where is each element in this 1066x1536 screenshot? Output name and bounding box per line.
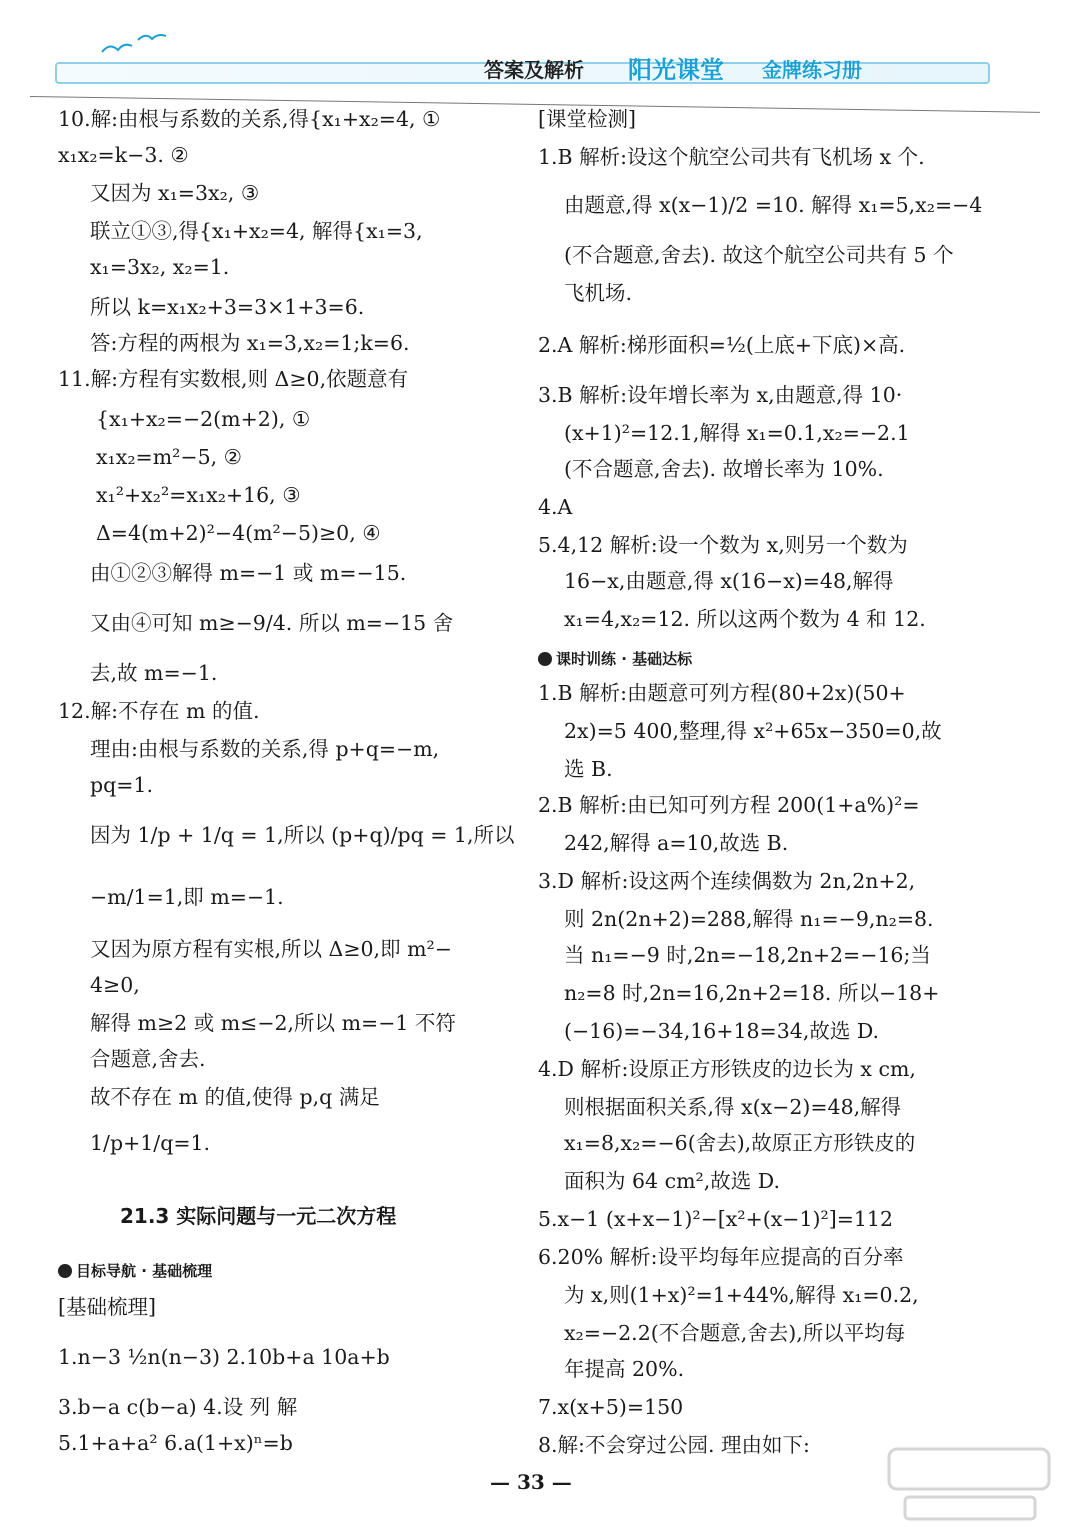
bullet-icon xyxy=(538,652,552,666)
text-line: 1.n−3 ½n(n−3) 2.10b+a 10a+b xyxy=(58,1345,390,1369)
subsection-title: 课时训练 · 基础达标 xyxy=(538,648,692,669)
text-line: 合题意,舍去. xyxy=(90,1047,206,1071)
text-line: 4.D 解析:设原正方形铁皮的边长为 x cm, xyxy=(538,1057,916,1081)
text-line: 7.x(x+5)=150 xyxy=(538,1395,684,1419)
header-book-title: 金牌练习册 xyxy=(762,58,862,82)
text-line: 2.B 解析:由已知可列方程 200(1+a%)²= xyxy=(538,793,920,817)
text-line: x₁=8,x₂=−6(舍去),故原正方形铁皮的 xyxy=(564,1131,916,1155)
section-title: 21.3 实际问题与一元二次方程 xyxy=(120,1204,397,1228)
text-line: 1/p+1/q=1. xyxy=(90,1131,211,1155)
birds-icon xyxy=(100,30,170,60)
text-line: n₂=8 时,2n=16,2n+2=18. 所以−18+ xyxy=(564,981,940,1005)
text-line: 答:方程的两根为 x₁=3,x₂=1;k=6. xyxy=(90,331,410,355)
text-line: 则 2n(2n+2)=288,解得 n₁=−9,n₂=8. xyxy=(564,907,934,931)
text-line: 1.B 解析:由题意可列方程(80+2x)(50+ xyxy=(538,681,906,705)
text-line: 12.解:不存在 m 的值. xyxy=(58,699,260,723)
text-line: 由题意,得 x(x−1)/2 =10. 解得 x₁=5,x₂=−4 xyxy=(564,193,983,217)
text-line: 2.A 解析:梯形面积=½(上底+下底)×高. xyxy=(538,333,906,357)
text-line: x₂=−2.2(不合题意,舍去),所以平均每 xyxy=(564,1321,906,1345)
page-header xyxy=(0,0,1066,100)
text-line: 为 x,则(1+x)²=1+44%,解得 x₁=0.2, xyxy=(564,1283,919,1307)
text-line: x₁=3x₂, x₂=1. xyxy=(90,255,230,279)
text-line: 2x)=5 400,整理,得 x²+65x−350=0,故 xyxy=(564,719,942,743)
text-line: 3.b−a c(b−a) 4.设 列 解 xyxy=(58,1395,298,1419)
page-number: — 33 — xyxy=(490,1470,572,1494)
text-line: x₁=4,x₂=12. 所以这两个数为 4 和 12. xyxy=(564,607,926,631)
text-line: 又因为原方程有实根,所以 Δ≥0,即 m²− xyxy=(90,937,452,961)
text-line: 242,解得 a=10,故选 B. xyxy=(564,831,789,855)
text-line: 故不存在 m 的值,使得 p,q 满足 xyxy=(90,1085,380,1109)
text-line: (x+1)²=12.1,解得 x₁=0.1,x₂=−2.1 xyxy=(564,421,910,445)
watermark-logo-icon xyxy=(885,1445,1055,1525)
text-line: x₁²+x₂²=x₁x₂+16, ③ xyxy=(96,483,301,507)
text-line: 3.B 解析:设年增长率为 x,由题意,得 10· xyxy=(538,383,903,407)
text-line: 则根据面积关系,得 x(x−2)=48,解得 xyxy=(564,1095,902,1119)
text-line: 去,故 m=−1. xyxy=(90,661,218,685)
text-line: 8.解:不会穿过公园. 理由如下: xyxy=(538,1433,810,1457)
text-line: x₁x₂=k−3. ② xyxy=(58,143,189,167)
text-line: x₁x₂=m²−5, ② xyxy=(96,445,243,469)
text-line: 11.解:方程有实数根,则 Δ≥0,依题意有 xyxy=(58,367,409,391)
header-brand: 阳光课堂 xyxy=(628,55,724,84)
text-line: 3.D 解析:设这两个连续偶数为 2n,2n+2, xyxy=(538,869,916,893)
text-line: 5.x−1 (x+x−1)²−[x²+(x−1)²]=112 xyxy=(538,1207,894,1231)
bracket-heading: [基础梳理] xyxy=(58,1295,156,1319)
text-line: 10.解:由根与系数的关系,得{x₁+x₂=4, ① xyxy=(58,107,441,131)
text-line: 因为 1/p + 1/q = 1,所以 (p+q)/pq = 1,所以 xyxy=(90,823,515,847)
text-line: 理由:由根与系数的关系,得 p+q=−m, xyxy=(90,737,440,761)
text-line: 1.B 解析:设这个航空公司共有飞机场 x 个. xyxy=(538,145,925,169)
text-line: (不合题意,舍去). 故这个航空公司共有 5 个 xyxy=(564,243,954,267)
text-line: 面积为 64 cm²,故选 D. xyxy=(564,1169,781,1193)
text-line: Δ=4(m+2)²−4(m²−5)≥0, ④ xyxy=(96,521,381,545)
bullet-icon xyxy=(58,1264,72,1278)
text-line: 所以 k=x₁x₂+3=3×1+3=6. xyxy=(90,295,365,319)
text-line: 又因为 x₁=3x₂, ③ xyxy=(90,181,260,205)
text-line: pq=1. xyxy=(90,773,153,797)
text-line: 16−x,由题意,得 x(16−x)=48,解得 xyxy=(564,569,894,593)
text-line: 当 n₁=−9 时,2n=−18,2n+2=−16;当 xyxy=(564,943,931,967)
text-line: 5.1+a+a² 6.a(1+x)ⁿ=b xyxy=(58,1431,293,1455)
text-line: {x₁+x₂=−2(m+2), ① xyxy=(96,407,311,431)
text-line: 4.A xyxy=(538,495,573,519)
text-line: 飞机场. xyxy=(564,281,633,305)
text-line: 年提高 20%. xyxy=(564,1357,685,1381)
text-line: −m/1=1,即 m=−1. xyxy=(90,885,284,909)
text-line: 4≥0, xyxy=(90,973,140,997)
text-line: 联立①③,得{x₁+x₂=4, 解得{x₁=3, xyxy=(90,219,423,243)
text-line: 6.20% 解析:设平均每年应提高的百分率 xyxy=(538,1245,904,1269)
header-answers-label: 答案及解析 xyxy=(484,58,584,82)
text-line: 解得 m≥2 或 m≤−2,所以 m=−1 不符 xyxy=(90,1011,456,1035)
text-line: 选 B. xyxy=(564,757,613,781)
text-line: 又由④可知 m≥−9/4. 所以 m=−15 舍 xyxy=(90,611,454,635)
subsection-title: 目标导航 · 基础梳理 xyxy=(58,1260,212,1281)
text-line: (−16)=−34,16+18=34,故选 D. xyxy=(564,1019,880,1043)
bracket-heading: [课堂检测] xyxy=(538,107,636,131)
text-line: (不合题意,舍去). 故增长率为 10%. xyxy=(564,457,884,481)
text-line: 由①②③解得 m=−1 或 m=−15. xyxy=(90,561,407,585)
text-line: 5.4,12 解析:设一个数为 x,则另一个数为 xyxy=(538,533,908,557)
